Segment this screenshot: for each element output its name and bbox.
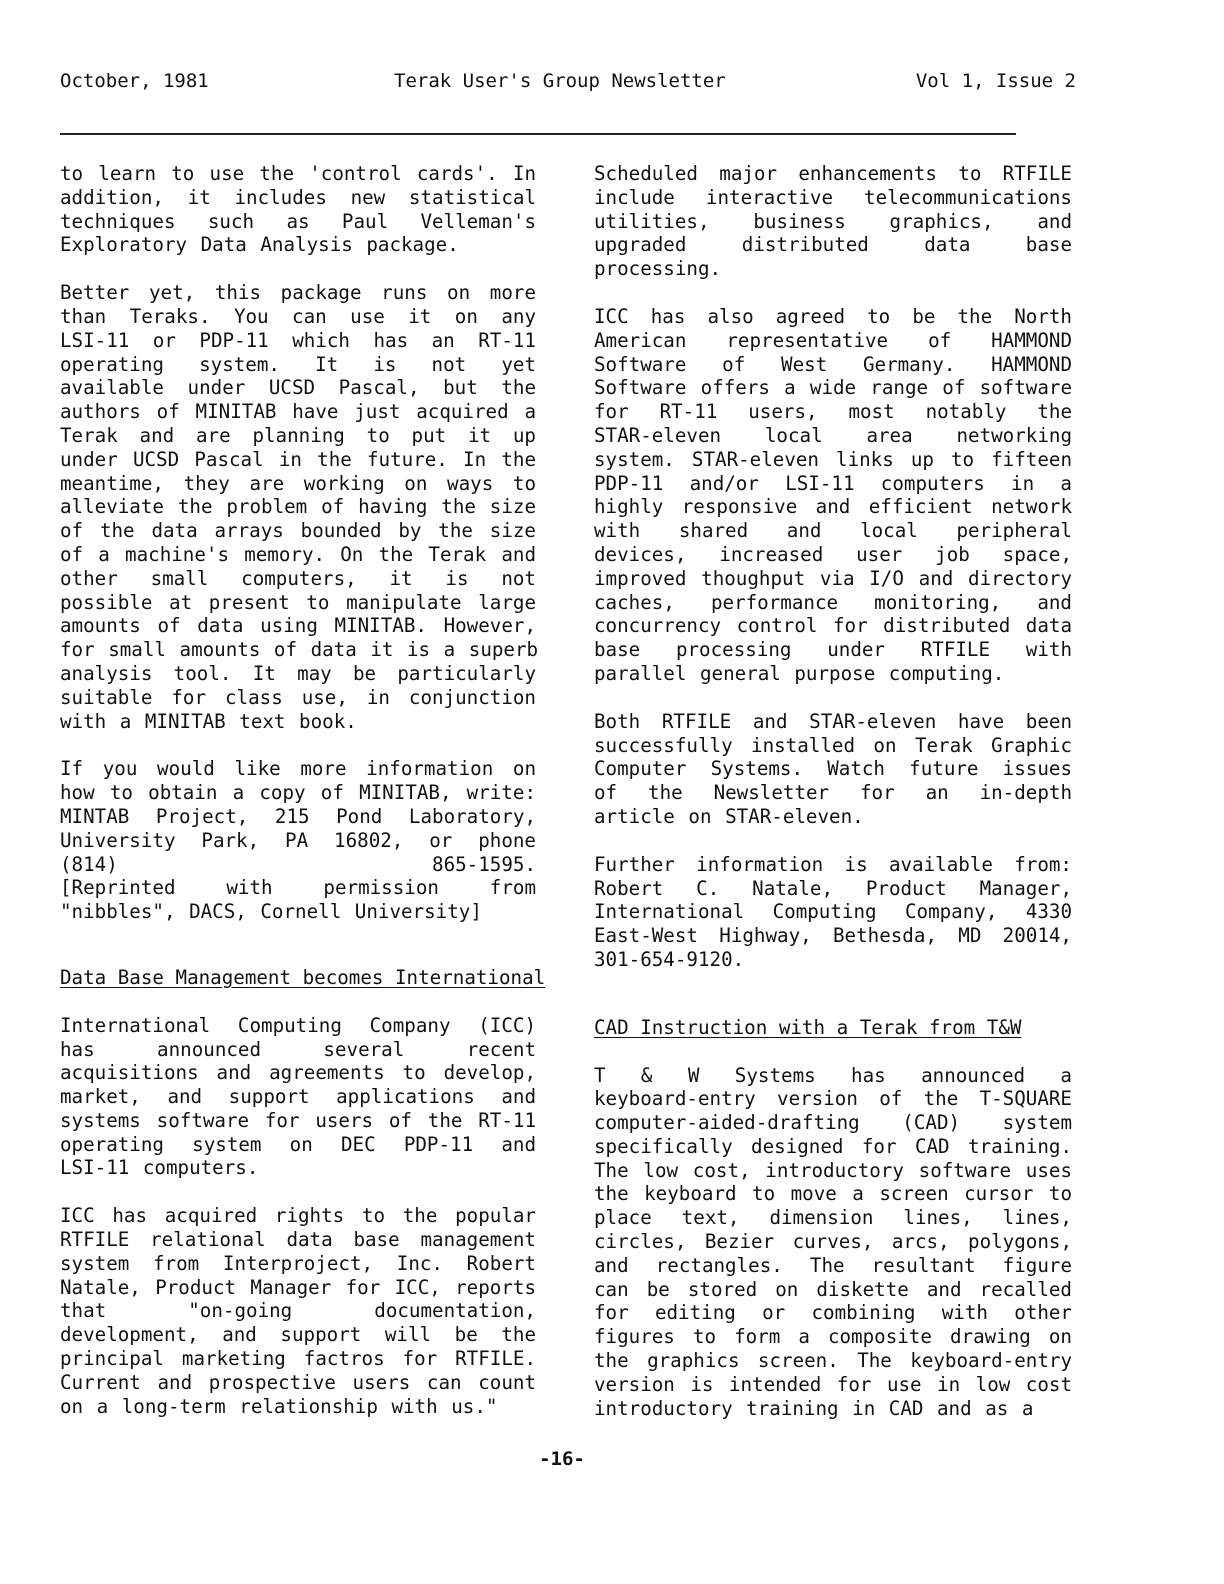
text-line: other small computers, it is not (60, 566, 536, 590)
text-line: STAR-eleven local area networking (594, 423, 1072, 447)
article-heading-cad: CAD Instruction with a Terak from T&W (594, 1015, 1022, 1039)
text-line: caches, performance monitoring, and (594, 590, 1072, 614)
text-line: to learn to use the 'control cards'. In (60, 162, 536, 185)
text-line: Scheduled major enhancements to RTFILE (594, 162, 1072, 185)
contact-information-paragraph (594, 853, 1072, 972)
text-line: Computer Systems. Watch future issues (594, 757, 1072, 781)
text-line: principal marketing factros for RTFILE. (60, 1347, 536, 1371)
text-line: 301-654-9120. (594, 947, 745, 971)
text-line: acquisitions and agreements to develop, (60, 1061, 536, 1085)
text-line: meantime, they are working on ways to (60, 471, 536, 495)
text-line: of a machine's memory. On the Terak and (60, 542, 536, 566)
text-line: Exploratory Data Analysis package. (60, 233, 459, 257)
hammond-paragraph (594, 305, 1072, 686)
text-line: amounts of data using MINITAB. However, (60, 614, 536, 638)
text-line: base processing under RTFILE with (594, 638, 1072, 662)
text-line: East-West Highway, Bethesda, MD 20014, (594, 924, 1072, 948)
minitab-paragraph-control-cards (60, 162, 536, 257)
rtfile-paragraph-enhancements (594, 162, 1072, 281)
text-line: LSI-11 computers. (60, 1156, 259, 1180)
text-line: International Computing Company (ICC) (60, 1013, 536, 1037)
text-line: concurrency control for distributed data (594, 614, 1072, 638)
text-line: American representative of HAMMOND (594, 328, 1072, 352)
text-line: "nibbles", DACS, Cornell University] (60, 900, 482, 924)
text-line: than Teraks. You can use it on any (60, 304, 536, 328)
text-line: RTFILE relational data base management (60, 1228, 536, 1252)
text-line: operating system on DEC PDP-11 and (60, 1132, 536, 1156)
text-line: Terak and are planning to put it up (60, 423, 536, 447)
text-line: that "on-going documentation, (60, 1299, 536, 1323)
text-line: how to obtain a copy of MINITAB, write: (60, 781, 536, 805)
text-line: LSI-11 or PDP-11 which has an RT-11 (60, 328, 536, 352)
text-line: Natale, Product Manager for ICC, reports (60, 1275, 536, 1299)
text-line: authors of MINITAB have just acquired a (60, 400, 536, 424)
text-line: place text, dimension lines, lines, (594, 1206, 1072, 1230)
text-line: analysis tool. It may be particularly (60, 661, 536, 685)
text-line: Software offers a wide range of software (594, 376, 1072, 400)
text-line: ICC has acquired rights to the popular (60, 1204, 536, 1228)
text-line: University Park, PA 16802, or phone (60, 828, 536, 852)
text-line: systems software for users of the RT-11 (60, 1108, 536, 1132)
text-line: Robert C. Natale, Product Manager, (594, 876, 1072, 900)
text-line: possible at present to manipulate large (60, 590, 536, 614)
text-line: The low cost, introductory software uses (594, 1158, 1072, 1182)
text-line: MINTAB Project, 215 Pond Laboratory, (60, 804, 536, 828)
text-line: can be stored on diskette and recalled (594, 1277, 1072, 1301)
text-line: introductory training in CAD and as a (594, 1396, 1034, 1420)
text-line: article on STAR-eleven. (594, 804, 864, 828)
text-line: include interactive telecommunications (594, 185, 1072, 209)
minitab-paragraph-contact (60, 757, 536, 924)
page-header (60, 70, 1076, 100)
text-line: for RT-11 users, most notably the (594, 400, 1072, 424)
text-line: Software of West Germany. HAMMOND (594, 352, 1072, 376)
text-line: upgraded distributed data base (594, 233, 1072, 257)
article-heading-data-base: Data Base Management becomes International (60, 965, 546, 989)
text-line: version is intended for use in low cost (594, 1372, 1072, 1396)
text-line: PDP-11 and/or LSI-11 computers in a (594, 471, 1072, 495)
icc-paragraph-rtfile (60, 1204, 536, 1418)
text-line: If you would like more information on (60, 757, 536, 781)
text-line: Better yet, this package runs on more (60, 281, 536, 305)
text-line: keyboard-entry version of the T-SQUARE (594, 1087, 1072, 1111)
text-line: and rectangles. The resultant figure (594, 1253, 1072, 1277)
volume-issue: Vol 1, Issue 2 (915, 70, 1076, 92)
text-line: operating system. It is not yet (60, 352, 536, 376)
text-line: available under UCSD Pascal, but the (60, 376, 536, 400)
text-line: with a MINITAB text book. (60, 709, 357, 733)
text-line: system from Interproject, Inc. Robert (60, 1251, 536, 1275)
text-line: on a long-term relationship with us." (60, 1394, 498, 1418)
text-line: of the Newsletter for an in-depth (594, 781, 1072, 805)
text-line: of the data arrays bounded by the size (60, 519, 536, 543)
text-line: Further information is available from: (594, 852, 1072, 876)
text-line: figures to form a composite drawing on (594, 1325, 1072, 1349)
text-line: devices, increased user job space, (594, 542, 1072, 566)
text-line: has announced several recent (60, 1037, 536, 1061)
text-line: computer-aided-drafting (CAD) system (594, 1111, 1072, 1135)
text-line: utilities, business graphics, and (594, 209, 1072, 233)
text-line: successfully installed on Terak Graphic (594, 733, 1072, 757)
issue-date: October, 1981 (60, 70, 209, 92)
text-line: addition, it includes new statistical (60, 185, 536, 209)
text-line: for small amounts of data it is a superb (60, 638, 539, 662)
text-line: processing. (594, 257, 722, 281)
text-line: T & W Systems has announced a (594, 1063, 1072, 1087)
text-line: under UCSD Pascal in the future. In the (60, 447, 536, 471)
text-line: system. STAR-eleven links up to fifteen (594, 447, 1072, 471)
text-line: International Computing Company, 4330 (594, 900, 1072, 924)
text-line: suitable for class use, in conjunction (60, 685, 536, 709)
text-line: ICC has also agreed to be the North (594, 304, 1072, 328)
text-line: techniques such as Paul Velleman's (60, 209, 536, 233)
newsletter-title: Terak User's Group Newsletter (394, 70, 726, 92)
minitab-paragraph-platforms (60, 281, 539, 733)
text-line: Current and prospective users can count (60, 1370, 536, 1394)
text-line: highly responsive and efficient network (594, 495, 1072, 519)
right-column (594, 162, 1072, 1444)
text-line: Both RTFILE and STAR-eleven have been (594, 709, 1072, 733)
page-number: -16- (539, 1448, 585, 1470)
star-eleven-paragraph (594, 710, 1072, 829)
text-line: with shared and local peripheral (594, 519, 1072, 543)
text-line: for editing or combining with other (594, 1301, 1072, 1325)
icc-paragraph-announcement (60, 1014, 536, 1181)
tw-cad-paragraph (594, 1064, 1072, 1421)
text-line: specifically designed for CAD training. (594, 1134, 1072, 1158)
text-line: improved thoughput via I/O and directory (594, 566, 1072, 590)
text-line: circles, Bezier curves, arcs, polygons, (594, 1230, 1072, 1254)
text-line: parallel general purpose computing. (594, 661, 1005, 685)
left-column (60, 162, 546, 1442)
text-line: the keyboard to move a screen cursor to (594, 1182, 1072, 1206)
text-line: alleviate the problem of having the size (60, 495, 536, 519)
text-line: [Reprinted with permission from (60, 876, 536, 900)
text-line: (814) 865-1595. (60, 852, 536, 876)
text-line: market, and support applications and (60, 1085, 536, 1109)
header-divider (60, 133, 1016, 135)
text-line: the graphics screen. The keyboard-entry (594, 1349, 1072, 1373)
text-line: development, and support will be the (60, 1323, 536, 1347)
